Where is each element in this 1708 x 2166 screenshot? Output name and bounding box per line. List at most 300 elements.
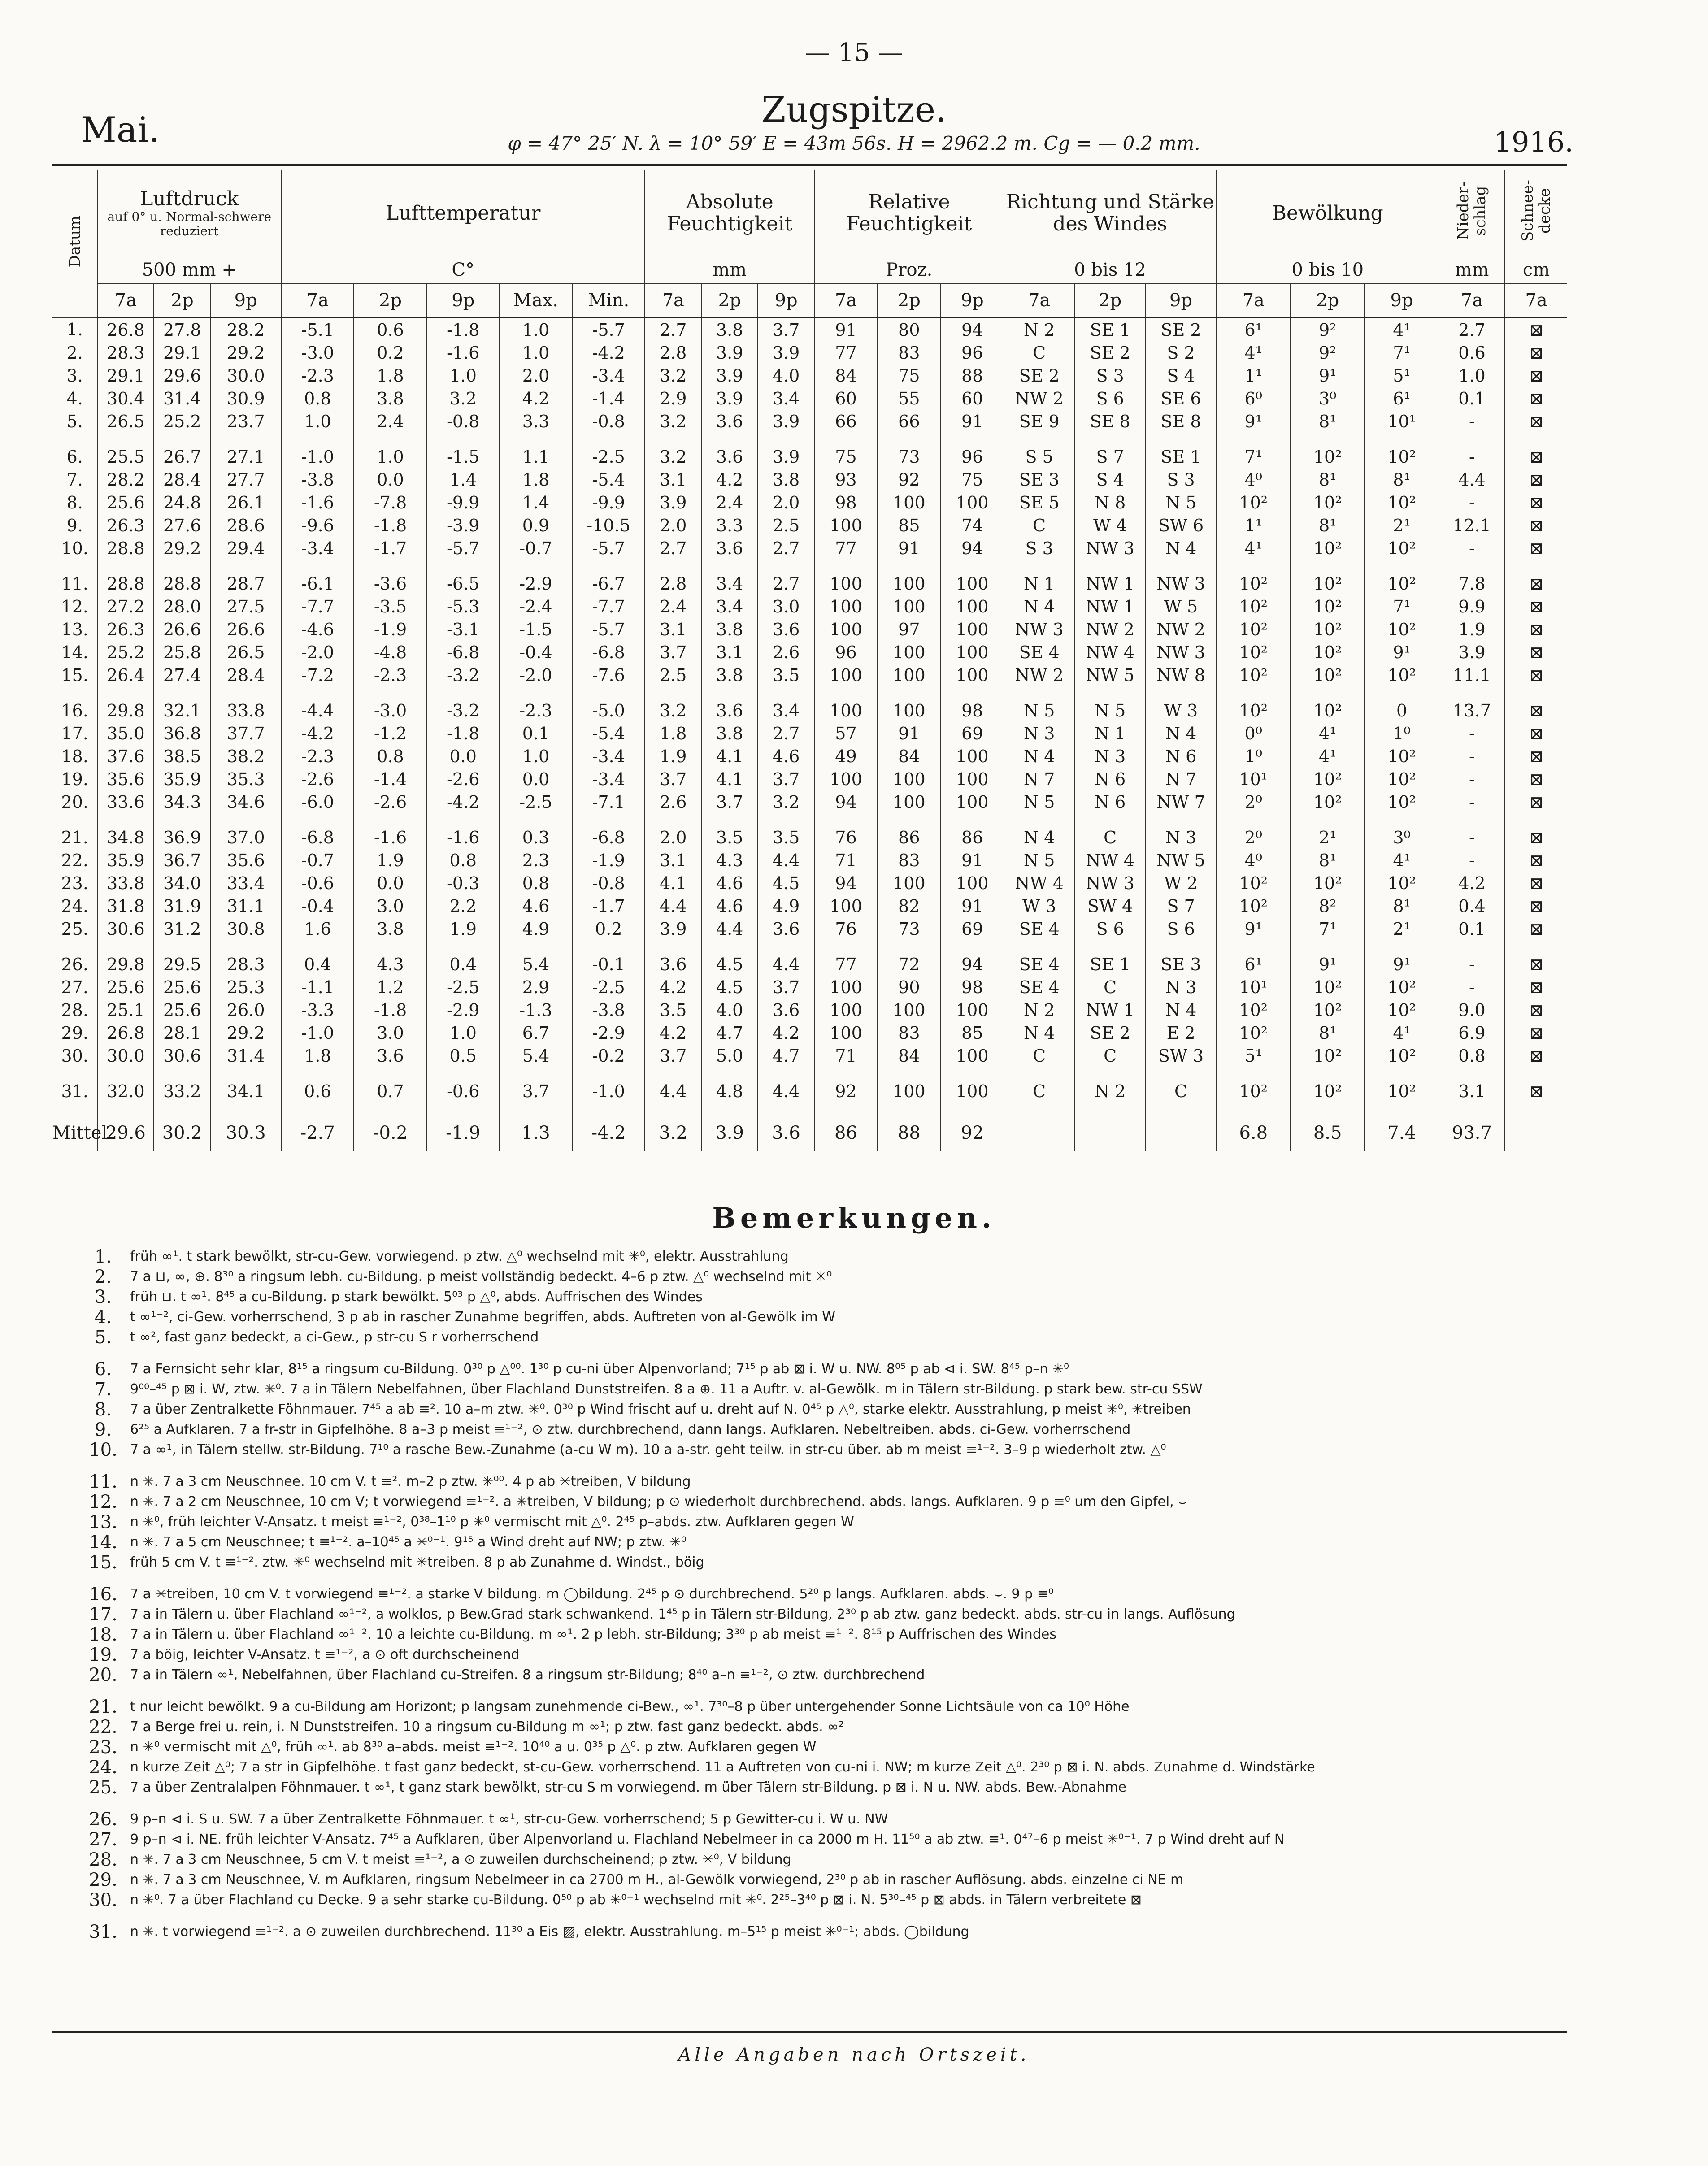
data-cell: -2.9 (500, 572, 572, 595)
data-cell: 0.1 (1439, 387, 1505, 410)
data-cell: -3.4 (572, 768, 645, 790)
data-cell: 93.7 (1439, 1115, 1505, 1151)
table-row (52, 872, 1567, 894)
data-cell: 3.1 (645, 468, 701, 491)
data-cell: C (1075, 1044, 1146, 1067)
remark-text: früh ∞¹. t stark bewölkt, str-cu-Gew. vorwiegend. p ztw. △⁰ wechselnd mit ✳⁰, elektr. Ausstrahlung (130, 1249, 789, 1264)
data-cell: ⊠ (1505, 595, 1567, 618)
data-cell: 4¹ (1365, 1021, 1439, 1044)
time-header: 9p (427, 284, 500, 317)
table-row (52, 468, 1567, 491)
table-row (52, 953, 1567, 976)
table-row (52, 998, 1567, 1021)
data-cell: N 8 (1075, 491, 1146, 514)
data-cell: 9¹ (1217, 410, 1291, 433)
data-cell: ⊠ (1505, 572, 1567, 595)
data-cell: 0.8 (281, 387, 354, 410)
data-cell: 3.6 (645, 953, 701, 976)
data-cell: 4¹ (1217, 341, 1291, 364)
data-cell: 27.8 (154, 317, 210, 341)
wind-unit: 0 bis 12 (1004, 256, 1217, 284)
remark-day: 28. (89, 1849, 117, 1870)
data-cell: 3⁰ (1291, 387, 1365, 410)
data-cell: - (1439, 537, 1505, 560)
data-cell: ⊠ (1505, 468, 1567, 491)
data-cell: 73 (878, 445, 941, 468)
table-row (52, 618, 1567, 641)
table-row (52, 976, 1567, 998)
data-cell: -3.4 (572, 745, 645, 768)
time-header: 7a (814, 284, 878, 317)
data-cell: 100 (814, 572, 878, 595)
data-cell: 10² (1217, 1021, 1291, 1044)
data-cell: NW 8 (1146, 664, 1217, 686)
data-cell: 29.2 (210, 341, 281, 364)
remark-text: 7 a Berge frei u. rein, i. N Dunststreifen. 10 a ringsum cu-Bildung m ∞¹; p ztw. fast ganz bedeckt. abds. ∞² (130, 1719, 844, 1735)
data-cell: 0.8 (354, 745, 426, 768)
data-cell: -7.2 (281, 664, 354, 686)
data-cell: 3.3 (701, 514, 758, 537)
remark-day: 14. (89, 1532, 117, 1553)
date-cell: 22. (52, 849, 97, 872)
remark-text: 7 a böig, leichter V-Ansatz. t ≡¹⁻², a ⊙ oft durchscheinend (130, 1647, 520, 1662)
data-cell: -3.4 (281, 537, 354, 560)
data-cell: -2.9 (572, 1021, 645, 1044)
data-cell: 2.7 (645, 537, 701, 560)
data-cell: 31.4 (210, 1044, 281, 1067)
data-cell: ⊠ (1505, 872, 1567, 894)
data-cell: 100 (814, 514, 878, 537)
data-cell: 4.6 (701, 894, 758, 917)
data-cell: -0.8 (572, 872, 645, 894)
time-header: 7a (281, 284, 354, 317)
data-cell: -1.7 (354, 537, 426, 560)
data-cell: S 4 (1075, 468, 1146, 491)
date-cell: 27. (52, 976, 97, 998)
data-cell: 1.0 (427, 1021, 500, 1044)
year-label: 1916. (1494, 126, 1573, 158)
data-cell: -1.2 (354, 722, 426, 745)
remark-text: 7 a in Tälern u. über Flachland ∞¹⁻². 10 a leichte cu-Bildung. m ∞¹. 2 p lebh. str-Bildung; 3³⁰ p ab meist ≡¹⁻². 8¹⁵ p Auffrischen des Windes (130, 1627, 1056, 1642)
data-cell: 0 (1365, 699, 1439, 722)
remark-row (76, 1267, 1592, 1287)
data-cell: 1.3 (500, 1115, 572, 1151)
data-cell: 0.6 (1439, 341, 1505, 364)
data-cell: - (1439, 745, 1505, 768)
data-cell: ⊠ (1505, 722, 1567, 745)
data-cell: 26.5 (97, 410, 154, 433)
remark-text: 6²⁵ a Aufklaren. 7 a fr-str in Gipfelhöhe. 8 a–3 p meist ≡¹⁻², ⊙ ztw. durchbrechend, dann langs. Aufklaren. Nebeltreiben. abds. ci-Gew. vorherrschend (130, 1422, 1131, 1437)
data-cell: 3.7 (500, 1080, 572, 1103)
table-row (52, 572, 1567, 595)
data-cell: 3.2 (645, 1115, 701, 1151)
data-cell: 2¹ (1291, 826, 1365, 849)
date-cell: Mittel (52, 1115, 97, 1151)
data-cell: -1.0 (572, 1080, 645, 1103)
data-cell: 60 (814, 387, 878, 410)
data-cell: 94 (941, 537, 1004, 560)
date-cell: 6. (52, 445, 97, 468)
data-cell: 100 (941, 790, 1004, 813)
data-cell: 10² (1291, 872, 1365, 894)
data-cell: 30.6 (97, 917, 154, 940)
data-cell: -1.6 (427, 341, 500, 364)
data-cell: 3⁰ (1365, 826, 1439, 849)
data-cell: 33.4 (210, 872, 281, 894)
remark-day: 16. (89, 1584, 117, 1605)
data-cell: 3.2 (645, 699, 701, 722)
data-cell: ⊠ (1505, 917, 1567, 940)
data-cell: 100 (878, 1080, 941, 1103)
data-cell: 0.2 (354, 341, 426, 364)
data-cell: 1.0 (500, 745, 572, 768)
table-row (52, 410, 1567, 433)
data-cell: NW 5 (1146, 849, 1217, 872)
data-cell: -2.0 (500, 664, 572, 686)
data-cell: 88 (878, 1115, 941, 1151)
data-cell: -5.7 (572, 317, 645, 341)
schneedecke-header: Schnee-decke (1505, 170, 1567, 256)
data-cell: SE 8 (1146, 410, 1217, 433)
data-cell: -2.6 (354, 790, 426, 813)
table-row (52, 849, 1567, 872)
data-cell: 100 (814, 699, 878, 722)
data-cell: 10² (1291, 618, 1365, 641)
data-cell: 100 (814, 664, 878, 686)
data-cell: 3.2 (427, 387, 500, 410)
data-cell: 10² (1291, 537, 1365, 560)
row-gap (52, 813, 1567, 826)
data-cell: 1.9 (354, 849, 426, 872)
data-cell: -1.4 (572, 387, 645, 410)
data-cell: 4.0 (758, 364, 814, 387)
data-cell: -1.9 (354, 618, 426, 641)
data-cell: ⊠ (1505, 1021, 1567, 1044)
data-cell: N 6 (1075, 768, 1146, 790)
data-cell: 4.7 (701, 1021, 758, 1044)
remark-row (76, 1584, 1592, 1604)
time-header: 9p (210, 284, 281, 317)
data-cell: -1.1 (281, 976, 354, 998)
time-header: 9p (1365, 284, 1439, 317)
data-cell: -3.2 (427, 664, 500, 686)
remark-row (76, 1307, 1592, 1327)
data-cell: 32.0 (97, 1080, 154, 1103)
remark-day: 10. (89, 1439, 117, 1460)
data-cell: - (1439, 491, 1505, 514)
data-cell: 28.2 (97, 468, 154, 491)
data-cell: 3.6 (758, 1115, 814, 1151)
data-cell: 2⁰ (1217, 790, 1291, 813)
data-cell: ⊠ (1505, 445, 1567, 468)
data-cell: -3.0 (281, 341, 354, 364)
data-cell: N 5 (1004, 790, 1075, 813)
data-cell: - (1439, 768, 1505, 790)
data-cell: 4.4 (701, 917, 758, 940)
data-cell: 10² (1365, 768, 1439, 790)
remark-day: 21. (89, 1696, 117, 1717)
remark-day: 20. (89, 1664, 117, 1685)
data-cell: 3.4 (701, 572, 758, 595)
data-cell: ⊠ (1505, 998, 1567, 1021)
data-cell: N 2 (1004, 998, 1075, 1021)
data-cell: 3.1 (701, 641, 758, 664)
data-cell: 75 (941, 468, 1004, 491)
data-cell: - (1439, 445, 1505, 468)
remark-row (76, 1717, 1592, 1737)
data-cell: 10² (1217, 618, 1291, 641)
data-cell: NW 4 (1075, 641, 1146, 664)
data-cell: 2.7 (758, 537, 814, 560)
data-cell: -1.0 (281, 1021, 354, 1044)
data-cell: 86 (814, 1115, 878, 1151)
remark-row (76, 1327, 1592, 1347)
time-header: 7a (1505, 284, 1567, 317)
data-cell: 0.0 (500, 768, 572, 790)
data-cell: -5.4 (572, 468, 645, 491)
data-cell: 4.9 (500, 917, 572, 940)
data-cell: -3.6 (354, 572, 426, 595)
time-header: 7a (97, 284, 154, 317)
data-cell: S 6 (1075, 387, 1146, 410)
data-cell: 55 (878, 387, 941, 410)
remark-row (76, 1870, 1592, 1890)
data-cell: SE 4 (1004, 953, 1075, 976)
data-cell: 25.5 (97, 445, 154, 468)
date-cell: 23. (52, 872, 97, 894)
date-cell: 11. (52, 572, 97, 595)
data-cell: 4.6 (758, 745, 814, 768)
data-cell: 4¹ (1217, 537, 1291, 560)
data-cell: 66 (814, 410, 878, 433)
data-cell: -4.2 (427, 790, 500, 813)
data-cell: NW 3 (1075, 872, 1146, 894)
table-row (52, 745, 1567, 768)
data-cell: 3.5 (645, 998, 701, 1021)
data-cell: 1.0 (500, 317, 572, 341)
data-cell: 66 (878, 410, 941, 433)
remark-day: 24. (89, 1757, 117, 1778)
wind-header: Richtung und Stärke des Windes (1004, 170, 1217, 256)
data-cell: 96 (941, 445, 1004, 468)
data-cell: 85 (878, 514, 941, 537)
data-cell (1146, 1115, 1217, 1151)
data-cell: 4.2 (645, 1021, 701, 1044)
data-cell: -5.4 (572, 722, 645, 745)
time-header: 2p (1291, 284, 1365, 317)
row-gap (52, 1067, 1567, 1080)
data-cell: 98 (941, 699, 1004, 722)
data-cell: 98 (941, 976, 1004, 998)
data-cell: ⊠ (1505, 768, 1567, 790)
data-cell: 92 (878, 468, 941, 491)
remark-text: n ✳. 7 a 3 cm Neuschnee, 5 cm V. t meist ≡¹⁻², a ⊙ zuweilen durchscheinend; p ztw. ✳⁰, V bildung (130, 1852, 791, 1867)
data-cell: SE 1 (1075, 953, 1146, 976)
table-row (52, 537, 1567, 560)
data-cell: -7.7 (572, 595, 645, 618)
data-cell: -2.7 (281, 1115, 354, 1151)
data-cell: -3.0 (354, 699, 426, 722)
data-cell: 3.2 (758, 790, 814, 813)
data-cell: 29.2 (154, 537, 210, 560)
abs-feucht-unit: mm (645, 256, 814, 284)
time-header: 7a (645, 284, 701, 317)
data-cell: 4.2 (758, 1021, 814, 1044)
date-cell: 21. (52, 826, 97, 849)
data-cell: 94 (941, 953, 1004, 976)
data-cell: SE 8 (1075, 410, 1146, 433)
date-cell: 1. (52, 317, 97, 341)
data-cell: 6⁰ (1217, 387, 1291, 410)
data-cell: 69 (941, 722, 1004, 745)
data-cell: 3.6 (354, 1044, 426, 1067)
data-cell: N 1 (1075, 722, 1146, 745)
data-cell: 9¹ (1291, 364, 1365, 387)
data-cell: 3.6 (758, 618, 814, 641)
data-cell: NW 3 (1004, 618, 1075, 641)
data-cell: -1.6 (281, 491, 354, 514)
date-cell: 24. (52, 894, 97, 917)
data-cell: 4.4 (1439, 468, 1505, 491)
data-cell: NW 4 (1004, 872, 1075, 894)
data-cell: 2.6 (645, 790, 701, 813)
data-cell: -4.2 (281, 722, 354, 745)
time-header: 9p (758, 284, 814, 317)
data-cell: 28.7 (210, 572, 281, 595)
data-cell: 71 (814, 1044, 878, 1067)
remark-row (76, 1849, 1592, 1870)
data-cell: 3.2 (645, 445, 701, 468)
data-cell: 3.1 (645, 849, 701, 872)
data-cell: 100 (941, 664, 1004, 686)
data-cell: ⊠ (1505, 364, 1567, 387)
data-cell: 1.1 (500, 445, 572, 468)
data-cell: -0.2 (572, 1044, 645, 1067)
data-cell: 10² (1217, 699, 1291, 722)
data-cell: 3.9 (701, 341, 758, 364)
remark-day: 7. (94, 1379, 112, 1400)
data-cell: 100 (941, 595, 1004, 618)
data-cell: N 3 (1146, 826, 1217, 849)
data-cell: ⊠ (1505, 537, 1567, 560)
row-gap (52, 686, 1567, 699)
data-cell: NW 2 (1004, 387, 1075, 410)
remark-row (76, 1757, 1592, 1777)
data-cell: 29.8 (97, 953, 154, 976)
data-cell: -0.1 (572, 953, 645, 976)
data-cell: 100 (814, 894, 878, 917)
remark-row (76, 1359, 1592, 1379)
data-cell: 3.9 (758, 341, 814, 364)
data-cell: 29.6 (154, 364, 210, 387)
remark-text: 9⁰⁰–⁴⁵ p ⊠ i. W, ztw. ✳⁰. 7 a in Tälern Nebelfahnen, über Flachland Dunststreifen. 8 a ⊕. 11 a Auftr. v. al-Gewölk. m in Tälern str-Bildung. p stark bew. str-cu SSW (130, 1381, 1203, 1397)
data-cell: 100 (941, 491, 1004, 514)
data-cell: 10² (1365, 618, 1439, 641)
data-cell: 5.4 (500, 953, 572, 976)
data-cell: SE 2 (1075, 1021, 1146, 1044)
data-cell: 76 (814, 826, 878, 849)
data-cell: 1.8 (354, 364, 426, 387)
remark-text: n ✳. 7 a 2 cm Neuschnee, 10 cm V; t vorwiegend ≡¹⁻². a ✳treiben, V bildung; p ⊙ wiederholt durchbrechend. abds. langs. Aufklaren. 9 p ≡⁰ um den Gipfel, ⌣ (130, 1494, 1187, 1510)
data-cell: 28.0 (154, 595, 210, 618)
data-cell: -0.6 (281, 872, 354, 894)
data-cell: NW 1 (1075, 595, 1146, 618)
data-cell: NW 5 (1075, 664, 1146, 686)
remark-row (76, 1440, 1592, 1460)
date-cell: 28. (52, 998, 97, 1021)
data-cell: 25.6 (97, 491, 154, 514)
data-cell: ⊠ (1505, 618, 1567, 641)
data-cell: 77 (814, 341, 878, 364)
data-cell: 10¹ (1217, 768, 1291, 790)
data-cell: S 6 (1146, 917, 1217, 940)
lufttemperatur-header: Lufttemperatur (281, 170, 645, 256)
data-cell: -6.8 (281, 826, 354, 849)
remark-row (76, 1471, 1592, 1492)
table-row (52, 514, 1567, 537)
data-cell: 4¹ (1291, 745, 1365, 768)
data-cell: 100 (941, 872, 1004, 894)
lufttemperatur-unit: C° (281, 256, 645, 284)
data-cell: 10² (1365, 1044, 1439, 1067)
data-cell: - (1439, 849, 1505, 872)
data-cell: S 2 (1146, 341, 1217, 364)
data-cell: 30.3 (210, 1115, 281, 1151)
data-cell: 31.2 (154, 917, 210, 940)
data-cell: 31.1 (210, 894, 281, 917)
data-cell: 0⁰ (1217, 722, 1291, 745)
data-cell: 30.2 (154, 1115, 210, 1151)
remark-text: 7 a über Zentralalpen Föhnmauer. t ∞¹, t ganz stark bewölkt, str-cu S m vorwiegend. m über Tälern str-Bildung. p ⊠ i. N u. NW. abds. Bew.-Abnahme (130, 1780, 1126, 1795)
data-cell: 34.6 (210, 790, 281, 813)
remark-day: 5. (94, 1327, 112, 1348)
month-label: Mai. (81, 110, 160, 150)
date-cell: 20. (52, 790, 97, 813)
data-cell (1004, 1115, 1075, 1151)
data-cell: 25.6 (154, 998, 210, 1021)
data-cell: -0.8 (427, 410, 500, 433)
data-cell: 91 (941, 894, 1004, 917)
niederschlag-unit: mm (1439, 256, 1505, 284)
date-cell: 4. (52, 387, 97, 410)
remark-day: 30. (89, 1889, 117, 1910)
data-cell: 86 (941, 826, 1004, 849)
data-cell: -1.5 (427, 445, 500, 468)
date-cell: 12. (52, 595, 97, 618)
data-cell: 86 (878, 826, 941, 849)
max-header: Max. (500, 284, 572, 317)
data-cell: -0.2 (354, 1115, 426, 1151)
data-cell: 3.7 (758, 768, 814, 790)
data-cell: -4.2 (572, 1115, 645, 1151)
data-cell: -7.7 (281, 595, 354, 618)
data-cell: 7.8 (1439, 572, 1505, 595)
remark-row (76, 1777, 1592, 1797)
data-cell: 73 (878, 917, 941, 940)
data-cell: 27.4 (154, 664, 210, 686)
data-cell: 3.9 (701, 387, 758, 410)
data-cell: 34.1 (210, 1080, 281, 1103)
data-cell: 100 (941, 998, 1004, 1021)
data-cell: 4.0 (701, 998, 758, 1021)
date-cell: 29. (52, 1021, 97, 1044)
data-cell: 26.6 (154, 618, 210, 641)
data-cell: N 5 (1146, 491, 1217, 514)
data-cell: 3.2 (645, 364, 701, 387)
table-row (52, 722, 1567, 745)
data-cell: 4.7 (758, 1044, 814, 1067)
time-header: 9p (1146, 284, 1217, 317)
